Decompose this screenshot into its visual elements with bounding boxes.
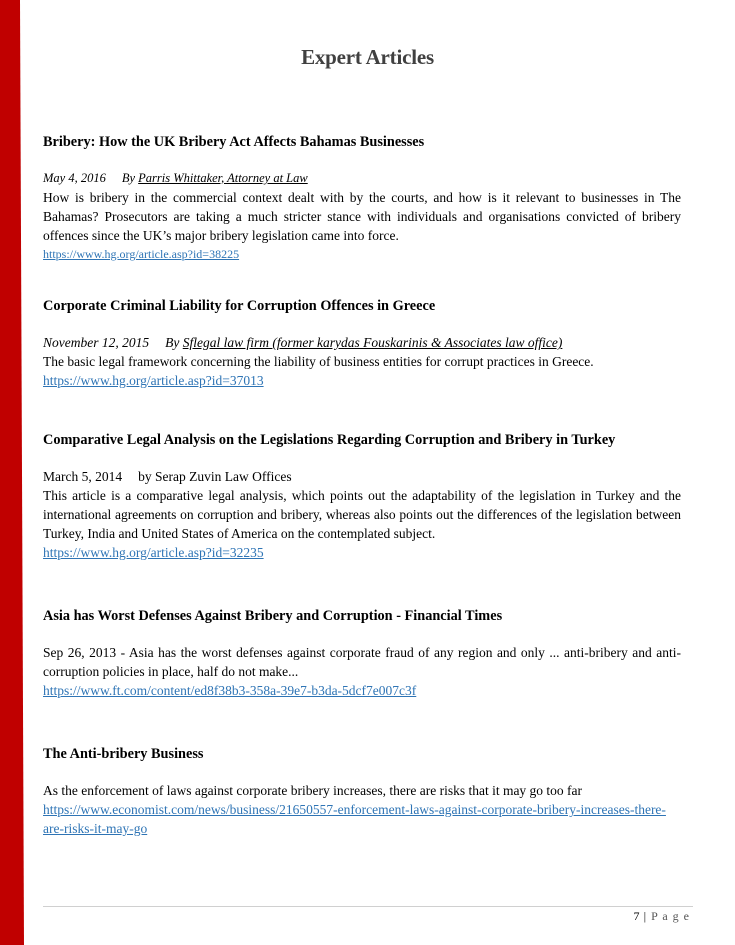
article-link[interactable]: https://www.hg.org/article.asp?id=32235	[43, 545, 264, 560]
page-label: P a g e	[651, 909, 690, 923]
article-link[interactable]: https://www.hg.org/article.asp?id=37013	[43, 373, 264, 388]
footer-divider	[43, 906, 693, 907]
article-link[interactable]: https://www.hg.org/article.asp?id=38225	[43, 247, 240, 261]
article-title: Corporate Criminal Liability for Corruption Offences in Greece	[43, 298, 436, 314]
article-title: The Anti-bribery Business	[43, 746, 204, 762]
article-link[interactable]: https://www.ft.com/content/ed8f38b3-358a-39e7-b3da-5dcf7e007c3f	[43, 683, 417, 698]
page-footer	[633, 909, 690, 924]
footer-separator: |	[643, 909, 648, 923]
article-by: By	[121, 171, 136, 185]
article-description: The basic legal framework concerning the liability of business entities for corrupt practices in Greece.	[43, 354, 594, 369]
author-link[interactable]: Parris Whittaker, Attorney at Law	[138, 171, 308, 185]
red-side-bar	[0, 0, 24, 945]
article-meta	[43, 333, 681, 352]
article-3	[43, 431, 681, 562]
author-link[interactable]: Sflegal law firm (former karydas Fouskarinis & Associates law office)	[182, 335, 563, 350]
article-title: Bribery: How the UK Bribery Act Affects Bahamas Businesses	[43, 134, 425, 150]
article-1	[43, 133, 681, 264]
page-number: 7	[633, 909, 640, 923]
article-author: Serap Zuvin Law Offices	[154, 469, 292, 484]
article-description: How is bribery in the commercial context dealt with by the courts, and how is it relevant to businesses in The Bahamas? Prosecutors are taking a much stricter stance with individuals and organisations convicted of bribery offences since the UK’s major bribery legislation came into force.	[43, 190, 681, 243]
article-meta	[43, 169, 681, 188]
article-by: by	[138, 469, 152, 484]
article-description: Sep 26, 2013 - Asia has the worst defenses against corporate fraud of any region and only ... anti-bribery and anti-corruption policies in place, half do not make...	[43, 645, 681, 679]
article-date: March 5, 2014	[43, 469, 123, 484]
article-description: This article is a comparative legal analysis, which points out the adaptability of the legislation in Turkey and the international agreements on corruption and bribery, whereas also points out the differences of the legislation between Turkey, India and United States of America on the contemplated subject.	[43, 488, 681, 541]
article-date: May 4, 2016	[43, 171, 106, 185]
article-by: By	[165, 335, 180, 350]
article-5	[43, 745, 681, 838]
article-date: November 12, 2015	[43, 335, 150, 350]
article-2	[43, 297, 681, 390]
article-description: As the enforcement of laws against corporate bribery increases, there are risks that it may go too far	[43, 783, 583, 798]
article-meta	[43, 467, 681, 486]
article-link[interactable]: https://www.economist.com/news/business/21650557-enforcement-laws-against-corporate-bribery-increases-there-are-risks-it-may-go	[43, 802, 666, 836]
article-4	[43, 607, 681, 700]
article-title: Asia has Worst Defenses Against Bribery and Corruption - Financial Times	[43, 608, 503, 624]
article-title: Comparative Legal Analysis on the Legislations Regarding Corruption and Bribery in Turkey	[43, 432, 616, 448]
page-title: Expert Articles	[301, 45, 434, 69]
